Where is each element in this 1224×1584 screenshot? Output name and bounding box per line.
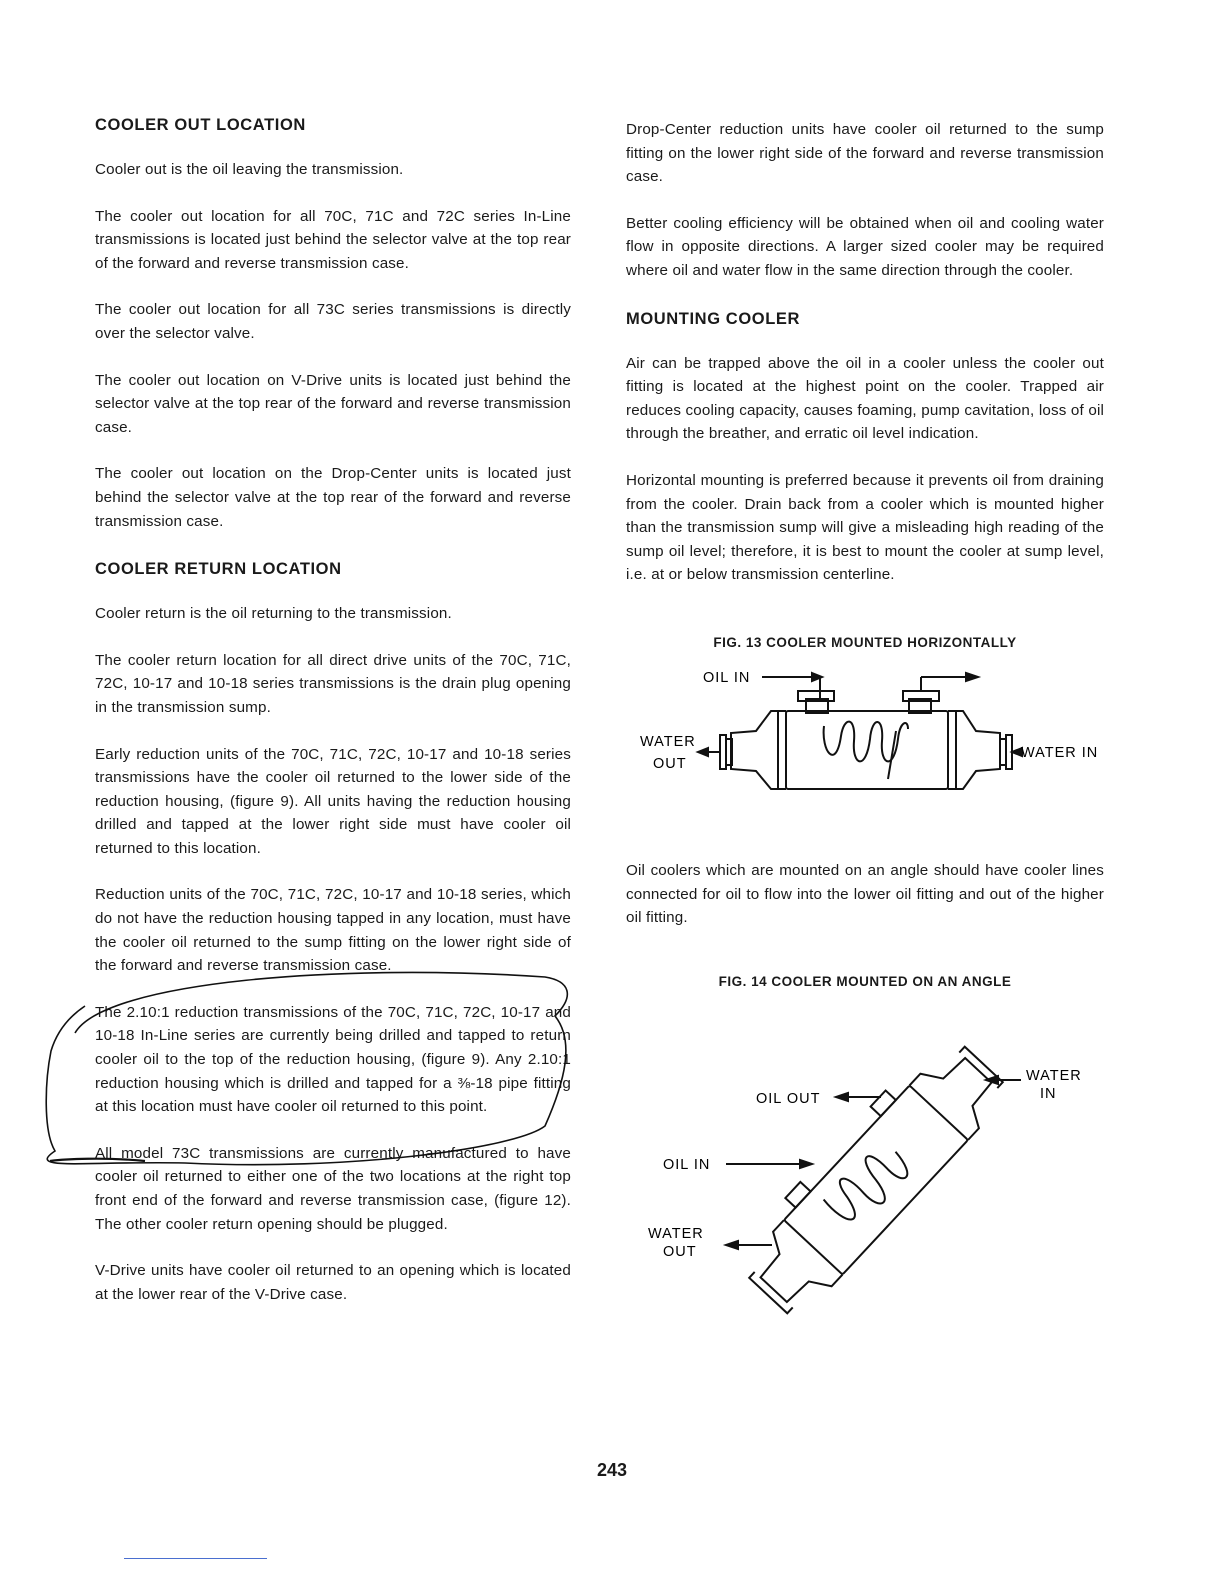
paragraph: Cooler return is the oil returning to the transmission.: [95, 605, 452, 623]
paragraph: The cooler out location on V-Drive units is located just behind the selector valve at the top rear of the forward and reverse transmission case.: [95, 371, 571, 436]
paragraph: Early reduction units of the 70C, 71C, 72C, 10-17 and 10-18 series transmissions have the cooler oil returned to the lower side of the reduction housing, (figure 9). All units having the reduction housing drilled and tapped at the lower right side must have cooler oil returned to this location.: [95, 745, 571, 857]
water-in-label-line2: IN: [1040, 1085, 1057, 1102]
left-column: [95, 112, 571, 1329]
page-number: 243: [596, 1460, 628, 1480]
water-out-label-line1: WATER: [640, 733, 696, 750]
paragraph: Cooler out is the oil leaving the transmission.: [95, 161, 404, 178]
paragraph: Drop-Center reduction units have cooler oil returned to the sump fitting on the lower right side of the forward and reverse transmission case.: [626, 121, 1104, 186]
paragraph: V-Drive units have cooler oil returned to an opening which is located at the lower rear of the V-Drive case.: [95, 1262, 571, 1303]
paragraph: Reduction units of the 70C, 71C, 72C, 10-17 and 10-18 series, which do not have the reduction housing tapped in any location, must have the cooler oil returned to the sump fitting on the lower right side of the forward and reverse transmission case.: [95, 886, 571, 975]
paragraph: Better cooling efficiency will be obtained when oil and cooling water flow in opposite directions. A larger sized cooler may be required where oil and water flow in the same direction through the cooler.: [626, 214, 1104, 279]
oil-in-label: OIL IN: [703, 669, 751, 686]
water-out-label-line1: WATER: [648, 1225, 704, 1242]
oil-out-label: OIL OUT: [756, 1090, 821, 1107]
paragraph: Oil coolers which are mounted on an angle should have cooler lines connected for oil to flow into the lower oil fitting and out of the higher oil fitting.: [626, 861, 1104, 927]
paragraph: The cooler out location on the Drop-Center units is located just behind the selector valve at the top rear of the forward and reverse transmission case.: [95, 465, 571, 530]
figure-13-caption: FIG. 13 COOLER MOUNTED HORIZONTALLY: [713, 634, 1017, 650]
water-out-label-line2: OUT: [653, 755, 687, 772]
heading-mounting-cooler: MOUNTING COOLER: [626, 309, 800, 328]
water-in-label-line1: WATER: [1026, 1067, 1082, 1084]
circled-paragraph: [95, 1001, 571, 1119]
oil-in-label: OIL IN: [663, 1156, 711, 1173]
right-column: [626, 118, 1104, 1280]
figure-14-caption: FIG. 14 COOLER MOUNTED ON AN ANGLE: [718, 973, 1012, 989]
water-out-label-line2: OUT: [663, 1243, 697, 1260]
heading-cooler-return-location: COOLER RETURN LOCATION: [95, 560, 342, 579]
figure-14: [626, 970, 1104, 1280]
paragraph: Air can be trapped above the oil in a cooler unless the cooler out fitting is located at the highest point on the cooler. Trapped air reduces cooling capacity, causes foaming, pump cavitation, loss of oil through the breather, and erratic oil level indication.: [626, 354, 1104, 443]
water-in-label: WATER IN: [1021, 744, 1099, 761]
hand-drawn-circle: [45, 971, 55, 981]
footer-rule: [124, 1558, 267, 1559]
paragraph: The cooler out location for all 70C, 71C and 72C series In-Line transmissions is located just behind the selector valve at the top rear of the forward and reverse transmission case.: [95, 207, 571, 272]
paragraph: The cooler return location for all direct drive units of the 70C, 71C, 72C, 10-17 and 10-18 series transmissions is the drain plug opening in the transmission sump.: [95, 651, 571, 716]
paragraph: Horizontal mounting is preferred because it prevents oil from draining from the cooler. Drain back from a cooler which is mounted higher than the transmission sump will give a misleading high reading of the sump oil level; therefore, it is best to mount the cooler at sump level, i.e. at or below transmission centerline.: [626, 471, 1104, 584]
paragraph: The 2.10:1 reduction transmissions of the 70C, 71C, 72C, 10-17 and 10-18 In-Line series are currently being drilled and tapped to return cooler oil to the top of the reduction housing, (figure 9). Any 2.10:1 reduction housing which is drilled and tapped for a ⅜-18 pipe fitting at this location must have cooler oil returned to this point.: [95, 1003, 571, 1116]
paragraph: All model 73C transmissions are currently manufactured to have cooler oil returned to either one of the two locations at the right top front end of the forward and reverse transmission case, (figure 12). The other cooler return opening should be plugged.: [95, 1144, 571, 1233]
figure-13: [626, 631, 1104, 841]
heading-cooler-out-location: COOLER OUT LOCATION: [95, 116, 306, 134]
paragraph: The cooler out location for all 73C series transmissions is directly over the selector valve.: [95, 301, 571, 342]
